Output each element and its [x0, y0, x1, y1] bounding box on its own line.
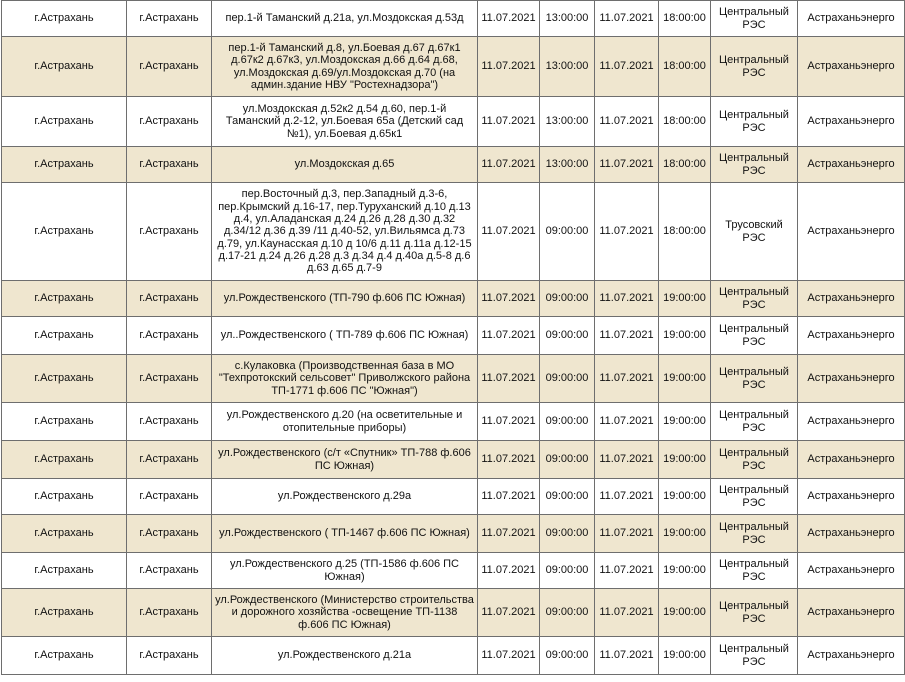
start-date-cell: 11.07.2021 [478, 403, 540, 441]
organization-cell: Астраханьэнерго [798, 441, 905, 479]
table-row [2, 403, 905, 441]
locality-cell: г.Астрахань [127, 589, 212, 637]
start-time-cell: 09:00:00 [540, 589, 595, 637]
end-time-cell: 18:00:00 [659, 183, 711, 281]
start-date-cell: 11.07.2021 [478, 97, 540, 147]
table-row [2, 553, 905, 589]
table-row [2, 515, 905, 553]
end-date-cell: 11.07.2021 [595, 553, 659, 589]
address-cell: ул..Рождественского ( ТП-789 ф.606 ПС Южная) [212, 317, 478, 355]
start-date-cell: 11.07.2021 [478, 515, 540, 553]
organization-cell: Астраханьэнерго [798, 355, 905, 403]
locality-cell: г.Астрахань [127, 403, 212, 441]
address-cell: ул.Рождественского (ТП-790 ф.606 ПС Южная) [212, 281, 478, 317]
start-time-cell: 09:00:00 [540, 515, 595, 553]
end-date-cell: 11.07.2021 [595, 281, 659, 317]
address-cell: ул.Рождественского д.20 (на осветительные и отопительные приборы) [212, 403, 478, 441]
res-cell: Центральный РЭС [711, 1, 798, 37]
res-cell: Центральный РЭС [711, 515, 798, 553]
end-time-cell: 18:00:00 [659, 97, 711, 147]
res-cell: Центральный РЭС [711, 355, 798, 403]
organization-cell: Астраханьэнерго [798, 37, 905, 97]
organization-cell: Астраханьэнерго [798, 589, 905, 637]
start-date-cell: 11.07.2021 [478, 637, 540, 675]
table-row [2, 637, 905, 675]
start-time-cell: 09:00:00 [540, 637, 595, 675]
organization-cell: Астраханьэнерго [798, 183, 905, 281]
res-cell: Трусовский РЭС [711, 183, 798, 281]
start-time-cell: 09:00:00 [540, 183, 595, 281]
locality-cell: г.Астрахань [127, 515, 212, 553]
city-cell: г.Астрахань [2, 1, 127, 37]
address-cell: пер.1-й Таманский д.8, ул.Боевая д.67 д.67к1 д.67к2 д.67к3, ул.Моздокская д.66 д.64 д.68, ул.Моздокская д.69/ул.Моздокская д.70 (на админ.здание НВУ "Ростехнадзора") [212, 37, 478, 97]
organization-cell: Астраханьэнерго [798, 553, 905, 589]
address-cell: ул.Рождественского ( ТП-1467 ф.606 ПС Южная) [212, 515, 478, 553]
start-time-cell: 09:00:00 [540, 355, 595, 403]
city-cell: г.Астрахань [2, 553, 127, 589]
address-cell: ул.Рождественского (Министерство строительства и дорожного хозяйства -освещение ТП-1138 ф.606 ПС Южная) [212, 589, 478, 637]
organization-cell: Астраханьэнерго [798, 317, 905, 355]
table-row [2, 183, 905, 281]
organization-cell: Астраханьэнерго [798, 403, 905, 441]
table-row [2, 441, 905, 479]
city-cell: г.Астрахань [2, 183, 127, 281]
end-time-cell: 19:00:00 [659, 355, 711, 403]
city-cell: г.Астрахань [2, 589, 127, 637]
res-cell: Центральный РЭС [711, 589, 798, 637]
locality-cell: г.Астрахань [127, 317, 212, 355]
end-time-cell: 19:00:00 [659, 637, 711, 675]
res-cell: Центральный РЭС [711, 441, 798, 479]
res-cell: Центральный РЭС [711, 553, 798, 589]
organization-cell: Астраханьэнерго [798, 97, 905, 147]
res-cell: Центральный РЭС [711, 403, 798, 441]
locality-cell: г.Астрахань [127, 1, 212, 37]
res-cell: Центральный РЭС [711, 479, 798, 515]
end-date-cell: 11.07.2021 [595, 183, 659, 281]
city-cell: г.Астрахань [2, 37, 127, 97]
city-cell: г.Астрахань [2, 515, 127, 553]
table-row [2, 37, 905, 97]
end-time-cell: 18:00:00 [659, 147, 711, 183]
end-date-cell: 11.07.2021 [595, 355, 659, 403]
start-date-cell: 11.07.2021 [478, 37, 540, 97]
start-time-cell: 09:00:00 [540, 281, 595, 317]
city-cell: г.Астрахань [2, 281, 127, 317]
start-date-cell: 11.07.2021 [478, 1, 540, 37]
address-cell: ул.Моздокская д.52к2 д.54 д.60, пер.1-й Таманский д.2-12, ул.Боевая 65а (Детский сад №1), ул.Боевая д.65к1 [212, 97, 478, 147]
organization-cell: Астраханьэнерго [798, 479, 905, 515]
city-cell: г.Астрахань [2, 355, 127, 403]
end-date-cell: 11.07.2021 [595, 317, 659, 355]
address-cell: ул.Моздокская д.65 [212, 147, 478, 183]
start-date-cell: 11.07.2021 [478, 147, 540, 183]
outage-table [1, 0, 905, 675]
address-cell: ул.Рождественского (с/т «Спутник» ТП-788 ф.606 ПС Южная) [212, 441, 478, 479]
start-time-cell: 13:00:00 [540, 97, 595, 147]
end-time-cell: 19:00:00 [659, 441, 711, 479]
table-row [2, 317, 905, 355]
res-cell: Центральный РЭС [711, 281, 798, 317]
start-time-cell: 09:00:00 [540, 441, 595, 479]
table-row [2, 281, 905, 317]
start-time-cell: 13:00:00 [540, 1, 595, 37]
organization-cell: Астраханьэнерго [798, 147, 905, 183]
start-time-cell: 09:00:00 [540, 403, 595, 441]
table-row [2, 589, 905, 637]
start-time-cell: 09:00:00 [540, 317, 595, 355]
end-date-cell: 11.07.2021 [595, 589, 659, 637]
city-cell: г.Астрахань [2, 403, 127, 441]
table-row [2, 479, 905, 515]
end-time-cell: 19:00:00 [659, 479, 711, 515]
locality-cell: г.Астрахань [127, 147, 212, 183]
res-cell: Центральный РЭС [711, 317, 798, 355]
end-time-cell: 19:00:00 [659, 589, 711, 637]
city-cell: г.Астрахань [2, 637, 127, 675]
end-time-cell: 19:00:00 [659, 281, 711, 317]
locality-cell: г.Астрахань [127, 479, 212, 515]
locality-cell: г.Астрахань [127, 553, 212, 589]
start-date-cell: 11.07.2021 [478, 589, 540, 637]
end-time-cell: 18:00:00 [659, 37, 711, 97]
locality-cell: г.Астрахань [127, 441, 212, 479]
start-time-cell: 09:00:00 [540, 553, 595, 589]
res-cell: Центральный РЭС [711, 637, 798, 675]
end-date-cell: 11.07.2021 [595, 147, 659, 183]
res-cell: Центральный РЭС [711, 147, 798, 183]
locality-cell: г.Астрахань [127, 183, 212, 281]
res-cell: Центральный РЭС [711, 37, 798, 97]
end-date-cell: 11.07.2021 [595, 479, 659, 515]
table-row [2, 147, 905, 183]
address-cell: с.Кулаковка (Производственная база в МО "Техпротокский сельсовет" Приволжского района ТП-1771 ф.606 ПС "Южная") [212, 355, 478, 403]
table-row [2, 1, 905, 37]
locality-cell: г.Астрахань [127, 97, 212, 147]
city-cell: г.Астрахань [2, 147, 127, 183]
start-date-cell: 11.07.2021 [478, 479, 540, 515]
start-date-cell: 11.07.2021 [478, 355, 540, 403]
address-cell: пер.1-й Таманский д.21а, ул.Моздокская д.53д [212, 1, 478, 37]
city-cell: г.Астрахань [2, 97, 127, 147]
end-date-cell: 11.07.2021 [595, 515, 659, 553]
locality-cell: г.Астрахань [127, 281, 212, 317]
end-time-cell: 18:00:00 [659, 1, 711, 37]
start-time-cell: 09:00:00 [540, 479, 595, 515]
end-date-cell: 11.07.2021 [595, 441, 659, 479]
address-cell: ул.Рождественского д.25 (ТП-1586 ф.606 ПС Южная) [212, 553, 478, 589]
end-time-cell: 19:00:00 [659, 553, 711, 589]
organization-cell: Астраханьэнерго [798, 637, 905, 675]
address-cell: пер.Восточный д.3, пер.Западный д.3-6, пер.Крымский д.16-17, пер.Туруханский д.10 д.13 д.4, ул.Аладанская д.24 д.26 д.28 д.30 д.32 д.34/12 д.36 д.39 /11 д.40-52, ул.Вильямса д.73 д.79, ул.Каунасская д.10 д 10/6 д.11 д.11а д.12-15 д.17-21 д.24 д.26 д.28 д.3 д.34 д.4 д.40а д.5-8 д.6 д.63 д.65 д.7-9 [212, 183, 478, 281]
organization-cell: Астраханьэнерго [798, 281, 905, 317]
city-cell: г.Астрахань [2, 441, 127, 479]
end-date-cell: 11.07.2021 [595, 97, 659, 147]
end-date-cell: 11.07.2021 [595, 1, 659, 37]
locality-cell: г.Астрахань [127, 637, 212, 675]
organization-cell: Астраханьэнерго [798, 1, 905, 37]
table-row [2, 97, 905, 147]
start-date-cell: 11.07.2021 [478, 183, 540, 281]
table-row [2, 355, 905, 403]
end-date-cell: 11.07.2021 [595, 637, 659, 675]
start-date-cell: 11.07.2021 [478, 553, 540, 589]
city-cell: г.Астрахань [2, 479, 127, 515]
address-cell: ул.Рождественского д.29а [212, 479, 478, 515]
locality-cell: г.Астрахань [127, 355, 212, 403]
end-time-cell: 19:00:00 [659, 515, 711, 553]
organization-cell: Астраханьэнерго [798, 515, 905, 553]
start-time-cell: 13:00:00 [540, 147, 595, 183]
res-cell: Центральный РЭС [711, 97, 798, 147]
city-cell: г.Астрахань [2, 317, 127, 355]
start-date-cell: 11.07.2021 [478, 281, 540, 317]
start-date-cell: 11.07.2021 [478, 441, 540, 479]
end-date-cell: 11.07.2021 [595, 403, 659, 441]
end-time-cell: 19:00:00 [659, 403, 711, 441]
address-cell: ул.Рождественского д.21а [212, 637, 478, 675]
end-date-cell: 11.07.2021 [595, 37, 659, 97]
end-time-cell: 19:00:00 [659, 317, 711, 355]
start-time-cell: 13:00:00 [540, 37, 595, 97]
start-date-cell: 11.07.2021 [478, 317, 540, 355]
locality-cell: г.Астрахань [127, 37, 212, 97]
